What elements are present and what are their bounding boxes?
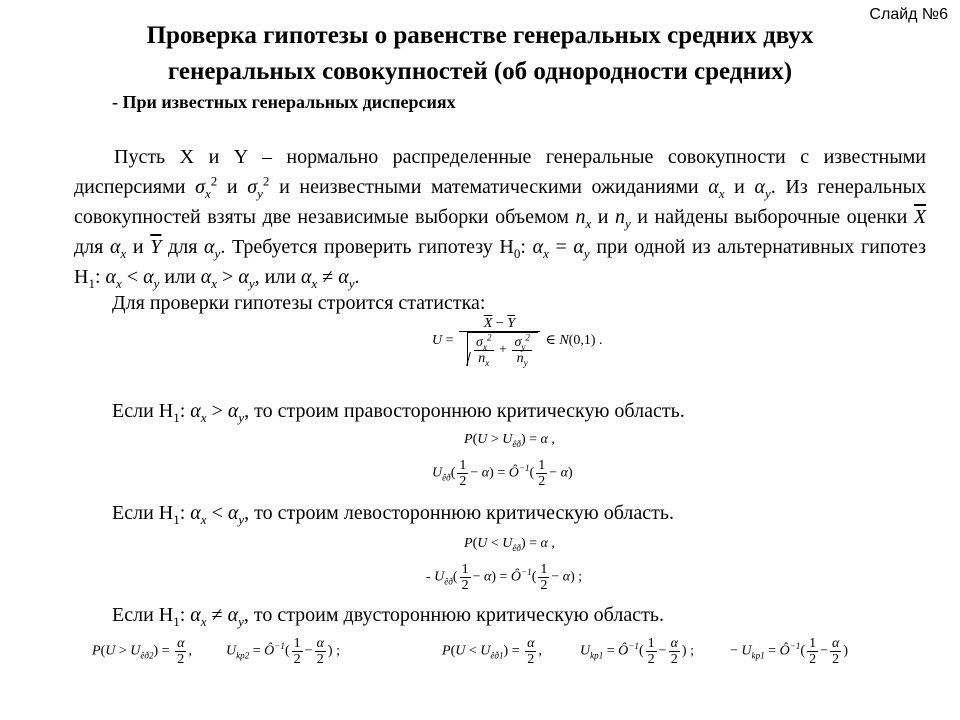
case-two-sided: Если $H_1$: $\alpha_x \ne \alpha_y$, то строим двустороннюю критическую область.: [112, 604, 664, 629]
slide-subtitle: - При известных генеральных дисперсиях: [112, 92, 456, 112]
left-prob-formula: $P(U < U_{êð}) = \alpha$ ,: [464, 536, 555, 553]
intro-paragraph: Пусть X и Y – нормально распределенные генеральные совокупности с известными дисперсиями $\sigma_x^2$ и $\sigma_y^2$ и неизвестными математическими ожиданиями $\alpha_x$ и $\alpha_y$. Из генеральных совокупностей взяты две независимые выборки объемом $n_x$ и $n_y$ и найдены выборочные оценки $\overline{X}$ для $\alpha_x$ и $\overline{Y}$ для $\alpha_y$. Требуется проверить гипотезу $H_0$: $\alpha_x = \alpha_y$ при одной из альтернативных гипотез $H_1$: $\alpha_x < \alpha_y$ или $\alpha_x > \alpha_y$, или $\alpha_x \ne \alpha_y$.: [74, 146, 927, 291]
two-sided-neg-critical: − $U_{kp1}$ = $Ô^{-1}$( $\frac{1}{2}$ − $\frac{\alpha}{2}$ ): [730, 636, 848, 667]
left-critical-formula: - $U_{êð}$( $\frac{1}{2}$ − $\alpha) = Ô^{-1}$( $\frac{1}{2}$ − α) ;: [426, 562, 583, 593]
slide-number: Слайд №6: [869, 6, 948, 23]
statistic-intro: Для проверки гипотезы строится статистка:: [112, 292, 486, 314]
right-critical-formula: $U_{êð}$( $\frac{1}{2}$ − $\alpha) = Ô^{-1}$( $\frac{1}{2}$ − α): [432, 458, 573, 489]
two-sided-upper-critical: $U_{kp2}$ = $Ô^{-1}$( $\frac{1}{2}$ − $\frac{\alpha}{2}$ ) ;: [226, 636, 340, 667]
slide-title: [60, 18, 900, 90]
right-prob-formula: $P(U > U_{êð}) = \alpha$ ,: [464, 432, 555, 449]
title-line-1: Проверка гипотезы о равенстве генеральных средних двух: [146, 22, 814, 49]
two-sided-lower-prob: $P(U < U_{êð1})$ = $\frac{\alpha}{2}$ ,: [442, 636, 542, 667]
case-right-sided: Если $H_1$: $\alpha_x > \alpha_y$, то строим правостороннюю критическую область.: [112, 400, 685, 425]
u-statistic-formula: U = $\overline{X} - \overline{Y}$ $\frac{\sigma_x^2}{n_x}$ + $\frac{\sigma_y^2}{n_y}$ ∈ N(0,1) .: [432, 316, 603, 368]
title-line-2: генеральных совокупностей (об однородности средних): [167, 58, 793, 85]
case-left-sided: Если $H_1$: $\alpha_x < \alpha_y$, то строим левостороннюю критическую область.: [112, 502, 674, 527]
two-sided-upper-prob: $P(U > U_{êð2})$ = $\frac{\alpha}{2}$ ,: [92, 636, 192, 667]
two-sided-lower-critical: $U_{kp1}$ = $Ô^{-1}$( $\frac{1}{2}$ − $\frac{\alpha}{2}$ ) ;: [580, 636, 694, 667]
